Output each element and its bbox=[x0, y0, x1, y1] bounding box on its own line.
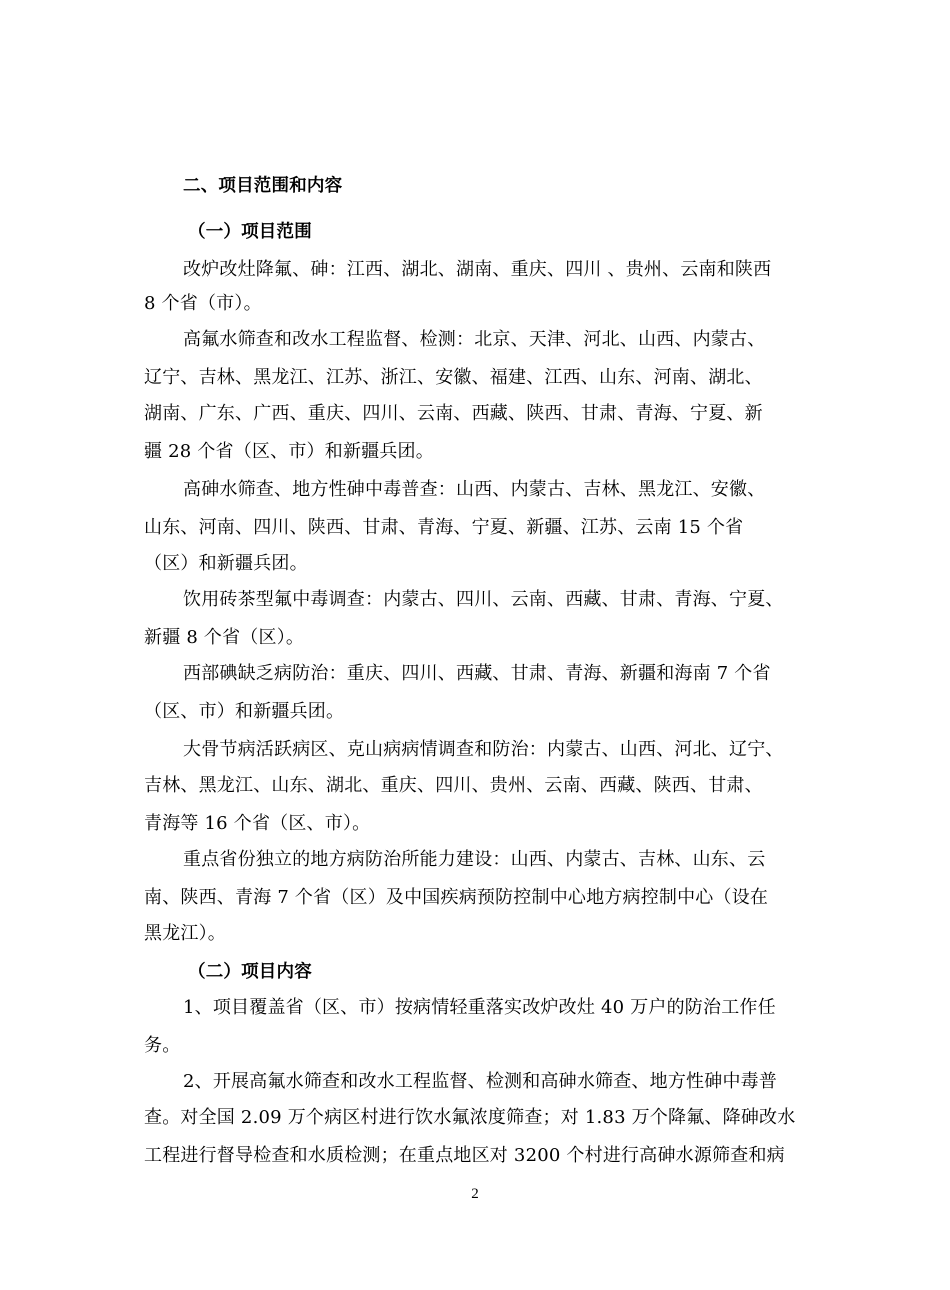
paragraph-line: 黑龙江）。 bbox=[144, 923, 226, 944]
paragraph-line: 大骨节病活跃病区、克山病病情调查和防治：内蒙古、山西、河北、辽宁、 bbox=[183, 739, 784, 760]
paragraph-line: 2、开展高氟水筛查和改水工程监督、检测和高砷水筛查、地方性砷中毒普 bbox=[183, 1071, 778, 1092]
page-number: 2 bbox=[471, 1186, 479, 1202]
subheading-content: （二）项目内容 bbox=[188, 962, 312, 982]
paragraph-line: 辽宁、吉林、黑龙江、江苏、浙江、安徽、福建、江西、山东、河南、湖北、 bbox=[144, 367, 763, 388]
paragraph-line: 西部碘缺乏病防治：重庆、四川、西藏、甘肃、青海、新疆和海南 7 个省 bbox=[183, 663, 771, 684]
paragraph-line: 湖南、广东、广西、重庆、四川、云南、西藏、陕西、甘肃、青海、宁夏、新 bbox=[144, 403, 763, 424]
paragraph-line: 疆 28 个省（区、市）和新疆兵团。 bbox=[144, 441, 434, 462]
paragraph-line: 8 个省（市）。 bbox=[144, 293, 262, 314]
paragraph-line: 吉林、黑龙江、山东、湖北、重庆、四川、贵州、云南、西藏、陕西、甘肃、 bbox=[144, 775, 763, 796]
paragraph-line: 重点省份独立的地方病防治所能力建设：山西、内蒙古、吉林、山东、云 bbox=[183, 849, 766, 870]
paragraph-line: （区、市）和新疆兵团。 bbox=[144, 701, 345, 722]
paragraph-line: 新疆 8 个省（区）。 bbox=[144, 627, 305, 648]
paragraph-line: 高砷水筛查、地方性砷中毒普查：山西、内蒙古、吉林、黑龙江、安徽、 bbox=[183, 479, 766, 500]
paragraph-line: 饮用砖茶型氟中毒调查：内蒙古、四川、云南、西藏、甘肃、青海、宁夏、 bbox=[183, 589, 784, 610]
paragraph-line: 1、项目覆盖省（区、市）按病情轻重落实改炉改灶 40 万户的防治工作任 bbox=[183, 997, 776, 1018]
paragraph-line: 改炉改灶降氟、砷：江西、湖北、湖南、重庆、四川 、贵州、云南和陕西 bbox=[183, 259, 772, 280]
paragraph-line: 山东、河南、四川、陕西、甘肃、青海、宁夏、新疆、江苏、云南 15 个省 bbox=[144, 517, 744, 538]
paragraph-line: 查。对全国 2.09 万个病区村进行饮水氟浓度筛查；对 1.83 万个降氟、降砷改水 bbox=[144, 1107, 796, 1128]
paragraph-line: 工程进行督导检查和水质检测；在重点地区对 3200 个村进行高砷水源筛查和病 bbox=[144, 1145, 785, 1166]
section-heading: 二、项目范围和内容 bbox=[183, 176, 343, 196]
paragraph-line: 高氟水筛查和改水工程监督、检测：北京、天津、河北、山西、内蒙古、 bbox=[183, 329, 766, 350]
paragraph-line: 青海等 16 个省（区、市）。 bbox=[144, 813, 371, 834]
paragraph-line: 务。 bbox=[144, 1035, 181, 1056]
paragraph-line: （区）和新疆兵团。 bbox=[144, 553, 308, 574]
subheading-scope: （一）项目范围 bbox=[188, 222, 312, 242]
paragraph-line: 南、陕西、青海 7 个省（区）及中国疾病预防控制中心地方病控制中心（设在 bbox=[144, 887, 769, 908]
